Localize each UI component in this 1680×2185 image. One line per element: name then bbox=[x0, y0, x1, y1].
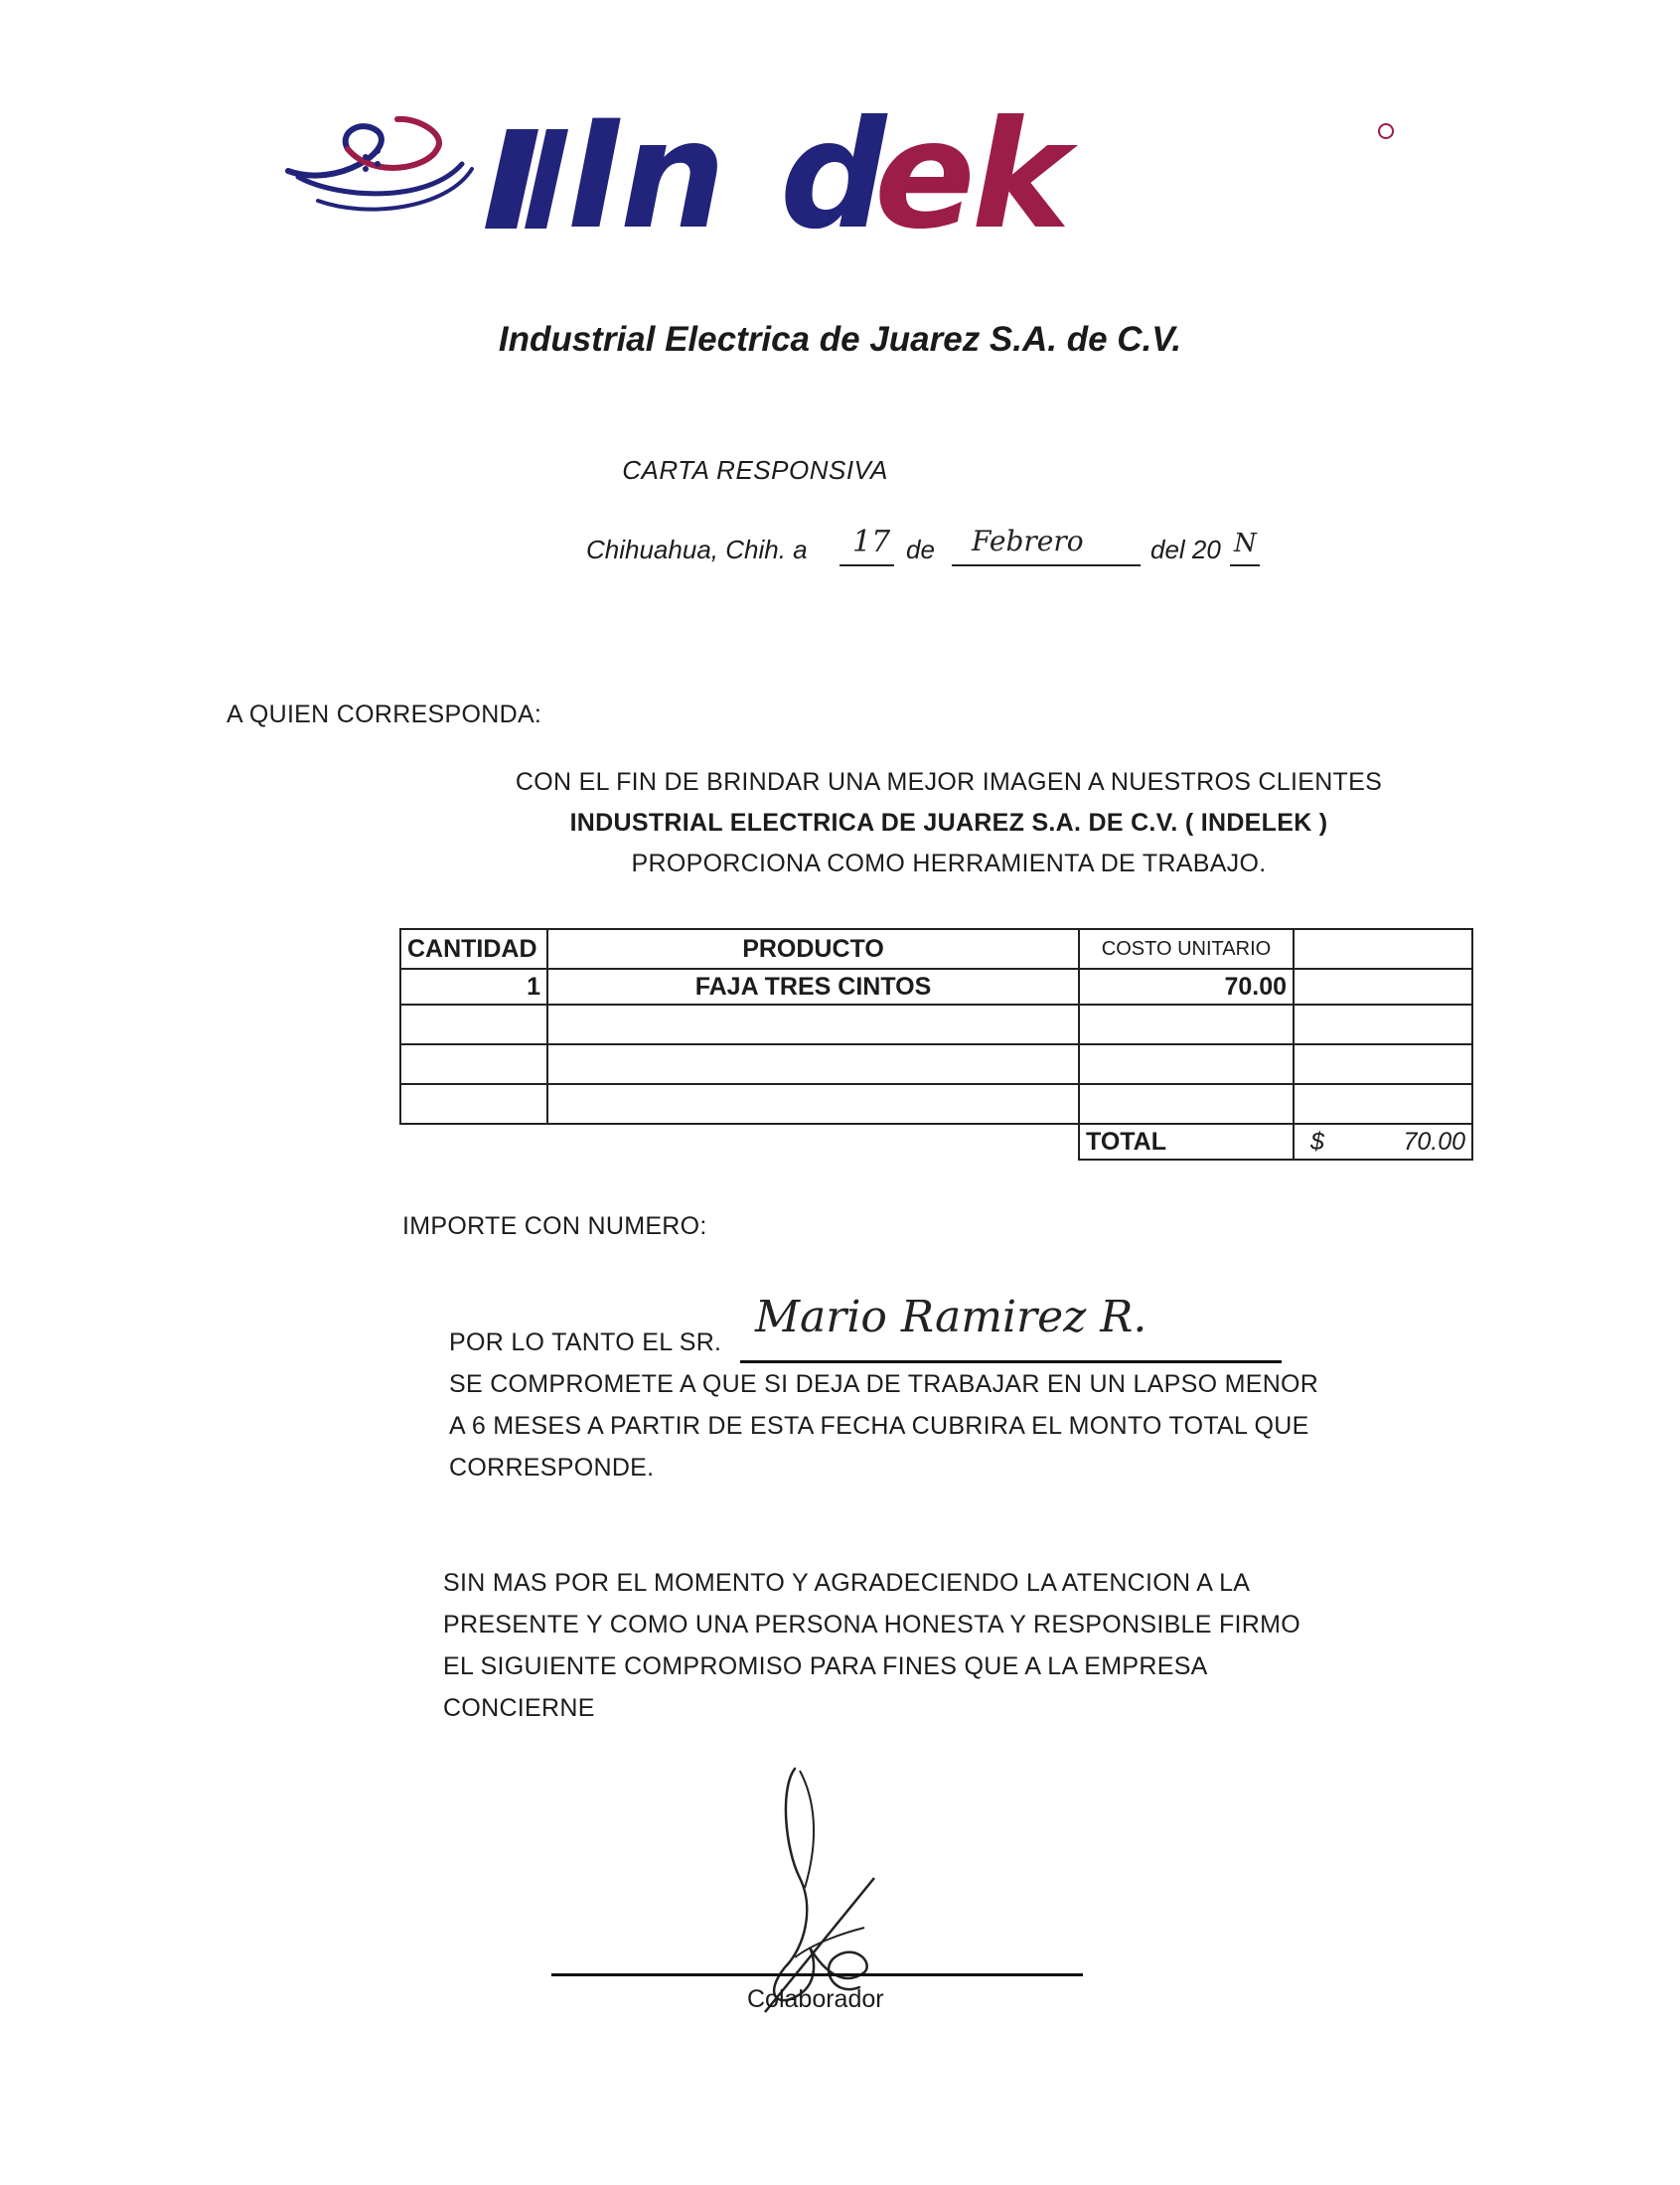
swirl-emblem-icon bbox=[288, 119, 472, 210]
svg-text:ek: ek bbox=[874, 109, 1067, 248]
total-value: 70.00 bbox=[1403, 1127, 1465, 1156]
total-amount bbox=[1294, 1124, 1472, 1160]
empty-cell bbox=[400, 1084, 547, 1124]
date-line bbox=[586, 525, 1341, 574]
closing-line-2: PRESENTE Y COMO UNA PERSONA HONESTA Y RESPONSIBLE FIRMO bbox=[443, 1611, 1301, 1639]
day-blank bbox=[840, 564, 894, 566]
total-currency: $ bbox=[1310, 1127, 1324, 1156]
svg-text:d: d bbox=[780, 109, 883, 248]
commitment-line-4: CORRESPONDE. bbox=[449, 1454, 655, 1482]
signature-caption: Colaborador bbox=[747, 1985, 884, 2013]
document-title: CARTA RESPONSIVA bbox=[622, 455, 888, 485]
row-blank bbox=[1294, 969, 1472, 1005]
importe-label: IMPORTE CON NUMERO: bbox=[402, 1212, 707, 1240]
intro-line-1: CON EL FIN DE BRINDAR UNA MEJOR IMAGEN A NUESTROS CLIENTES bbox=[515, 768, 1383, 796]
commitment-line-3: A 6 MESES A PARTIR DE ESTA FECHA CUBRIRA EL MONTO TOTAL QUE bbox=[449, 1412, 1309, 1440]
empty-cell bbox=[547, 1084, 1079, 1124]
company-name: Industrial Electrica de Juarez S.A. de C.V. bbox=[498, 320, 1182, 359]
year-blank bbox=[1230, 564, 1260, 566]
row-cantidad: 1 bbox=[400, 969, 547, 1005]
empty-cell bbox=[547, 1005, 1079, 1044]
month-blank bbox=[952, 564, 1141, 566]
empty-cell bbox=[1079, 1084, 1294, 1124]
items-table bbox=[399, 928, 1473, 1161]
empty-cell bbox=[1079, 1005, 1294, 1044]
table-row bbox=[400, 1005, 1472, 1044]
logo-wordmark bbox=[568, 109, 1079, 248]
table-header-row bbox=[400, 929, 1472, 969]
year-handwritten: N bbox=[1234, 529, 1257, 558]
de-label: de bbox=[906, 535, 935, 564]
total-row bbox=[400, 1124, 1472, 1160]
signature-line bbox=[551, 1973, 1083, 1976]
header-blank bbox=[1294, 929, 1472, 969]
registered-mark-icon bbox=[1379, 124, 1393, 138]
salutation: A QUIEN CORRESPONDA: bbox=[227, 701, 542, 728]
closing-line-4: CONCIERNE bbox=[443, 1694, 595, 1722]
empty-cell bbox=[400, 1124, 547, 1160]
commitment-line-2: SE COMPROMETE A QUE SI DEJA DE TRABAJAR EN UN LAPSO MENOR bbox=[449, 1370, 1319, 1398]
closing-line-1: SIN MAS POR EL MOMENTO Y AGRADECIENDO LA ATENCION A LA bbox=[443, 1569, 1251, 1597]
table-row bbox=[400, 969, 1472, 1005]
empty-cell bbox=[1294, 1084, 1472, 1124]
empty-cell bbox=[1294, 1005, 1472, 1044]
empty-cell bbox=[400, 1044, 547, 1084]
date-place: Chihuahua, Chih. a bbox=[586, 535, 808, 564]
empty-cell bbox=[400, 1005, 547, 1044]
person-name-handwritten: Mario Ramirez R. bbox=[755, 1292, 1147, 1342]
month-handwritten: Febrero bbox=[972, 525, 1084, 557]
header-producto: PRODUCTO bbox=[547, 929, 1079, 969]
header-cantidad: CANTIDAD bbox=[400, 929, 547, 969]
svg-text:In: In bbox=[568, 109, 722, 248]
commitment-lead: POR LO TANTO EL SR. bbox=[449, 1328, 722, 1356]
row-producto: FAJA TRES CINTOS bbox=[547, 969, 1079, 1005]
header-costo-unitario: COSTO UNITARIO bbox=[1079, 929, 1294, 969]
indelek-logo bbox=[278, 109, 1411, 248]
table-row bbox=[400, 1044, 1472, 1084]
empty-cell bbox=[547, 1044, 1079, 1084]
year-prefix: del 20 bbox=[1150, 535, 1221, 564]
day-handwritten: 17 bbox=[852, 525, 891, 559]
closing-line-3: EL SIGUIENTE COMPROMISO PARA FINES QUE A LA EMPRESA bbox=[443, 1652, 1208, 1680]
speed-bars bbox=[485, 129, 568, 229]
table-row bbox=[400, 1084, 1472, 1124]
empty-cell bbox=[1079, 1044, 1294, 1084]
row-costo: 70.00 bbox=[1079, 969, 1294, 1005]
intro-line-3: PROPORCIONA COMO HERRAMIENTA DE TRABAJO. bbox=[631, 850, 1267, 877]
total-label: TOTAL bbox=[1079, 1124, 1294, 1160]
empty-cell bbox=[547, 1124, 1079, 1160]
intro-line-2: INDUSTRIAL ELECTRICA DE JUAREZ S.A. DE C.V. ( INDELEK ) bbox=[569, 809, 1328, 837]
empty-cell bbox=[1294, 1044, 1472, 1084]
